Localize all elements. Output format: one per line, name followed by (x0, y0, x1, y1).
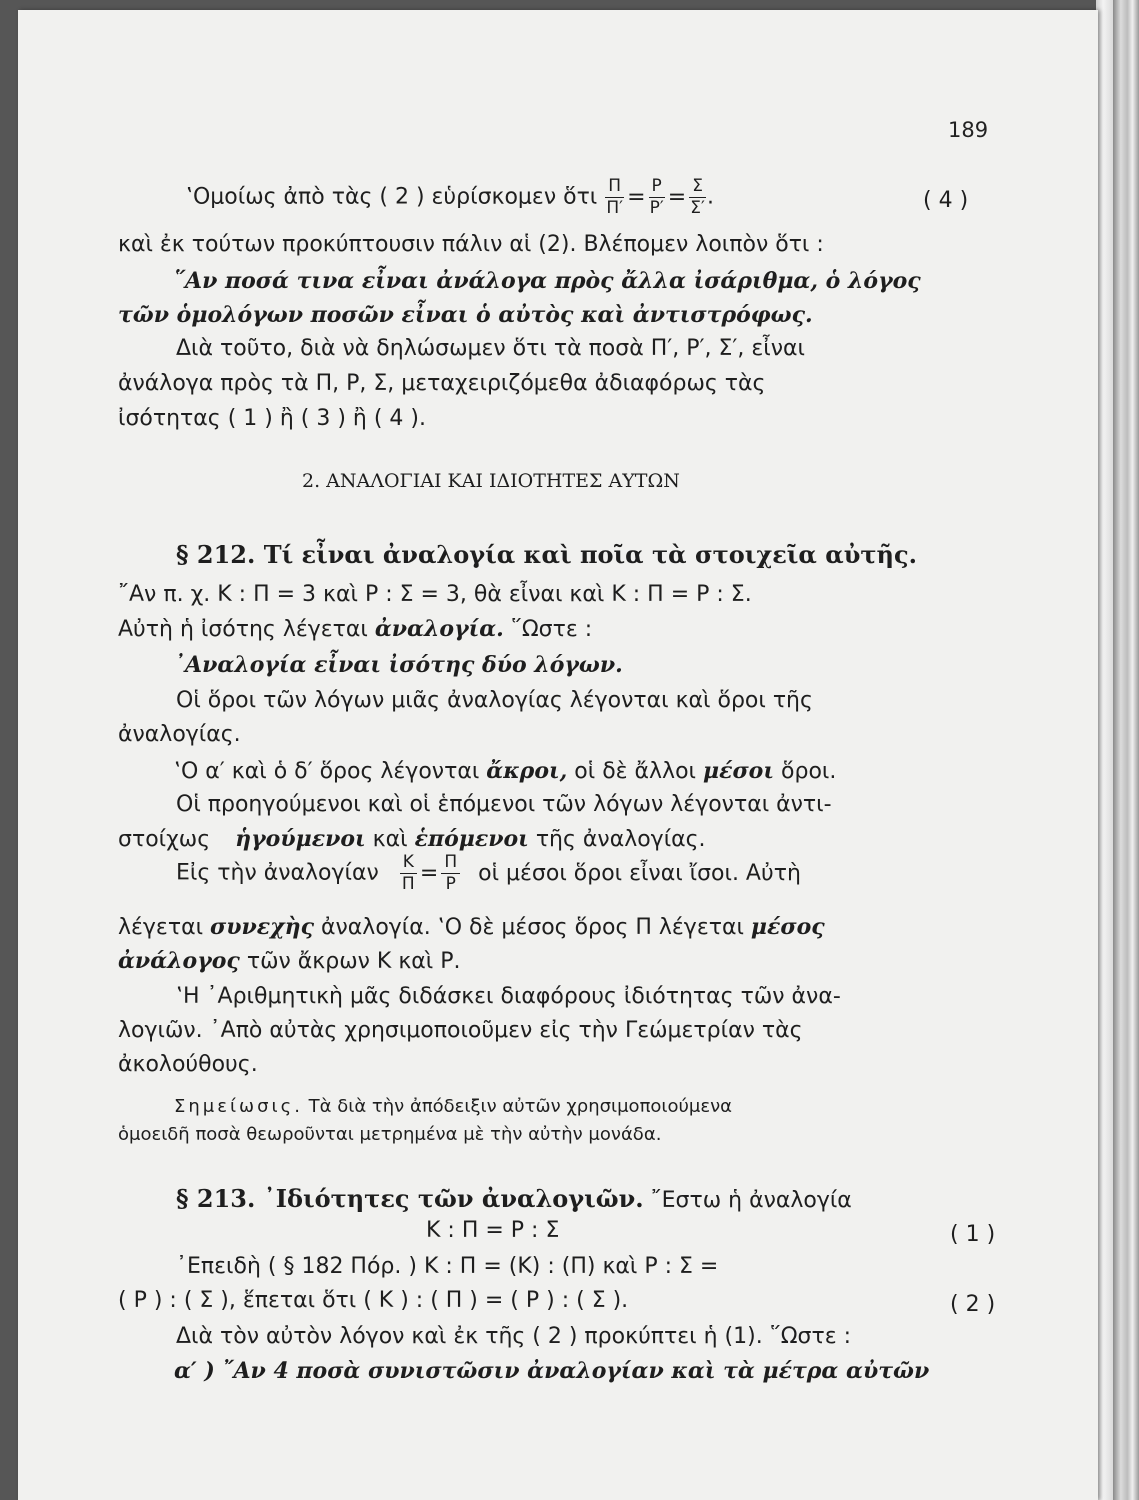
continued-3-b: τῶν ἄκρων Κ καὶ Ρ. (246, 949, 461, 974)
analogy-definition: ᾿Αναλογία εἶναι ἰσότης δύο λόγων. (174, 652, 623, 678)
fraction-numerator: Σ (689, 178, 706, 198)
equation-label-2: ( 2 ) (950, 1292, 996, 1317)
intro-line-1 (186, 178, 714, 217)
term-synechis: συνεχὴς (210, 914, 314, 940)
arithmetic-line-2: λογιῶν. ᾿Απὸ αὐτὰς χρησιμοποιοῦμεν εἰς τὴν Γεώμετρίαν τὰς (118, 1018, 803, 1043)
note-line-1 (174, 1096, 732, 1117)
fraction-denominator: Π′ (606, 198, 623, 218)
note-line-2: ὁμοειδῆ ποσὰ θεωροῦνται μετρημένα μὲ τὴν αὐτὴν μονάδα. (118, 1124, 662, 1145)
fraction-rho (649, 178, 665, 217)
s212-heading: § 212. Τί εἶναι ἀναλογία καὶ ποῖα τὰ στοιχεῖα αὐτῆς. (176, 540, 917, 569)
extremes-line-c: οἱ δὲ ἄλλοι (574, 759, 696, 784)
note-label: Σημείωσις. (174, 1096, 303, 1117)
s213-heading: § 213. ᾿Ιδιότητες τῶν ἀναλογιῶν. (176, 1184, 644, 1213)
extremes-line-a: ‛Ο α′ καὶ ὁ δ′ ὅρος λέγονται (174, 759, 480, 784)
equation-label-4: ( 4 ) (923, 188, 969, 213)
fraction-denominator: Ρ (445, 874, 456, 894)
s213-line-3: ( Ρ ) : ( Σ ), ἕπεται ὅτι ( Κ ) : ( Π ) = ( Ρ ) : ( Σ ). (118, 1288, 629, 1313)
term-mesoi: μέσοι (702, 758, 775, 784)
fraction-numerator: Ρ (649, 178, 665, 198)
para-2-line-1: Διὰ τοῦτο, διὰ νὰ δηλώσωμεν ὅτι τὰ ποσὰ Π′, Ρ′, Σ′, εἶναι (176, 336, 805, 361)
para-2-line-3: ἰσότητας ( 1 ) ἢ ( 3 ) ἢ ( 4 ). (118, 406, 426, 431)
book-page-stack (1096, 0, 1114, 1500)
continued-line-a: Εἰς τὴν ἀναλογίαν (176, 860, 379, 886)
arithmetic-line-1: ‛Η ᾿Αριθμητικὴ μᾶς διδάσκει διαφόρους ἰδιότητας τῶν ἀνα- (176, 984, 841, 1009)
intro-line-1-text: ‛Ομοίως ἀπὸ τὰς ( 2 ) εὑρίσκομεν ὅτι (186, 184, 598, 210)
antecedents-line-2-a: στοίχως (118, 827, 211, 852)
s213-line-4: Διὰ τὸν αὐτὸν λόγον καὶ ἐκ τῆς ( 2 ) προκύπτει ἡ (1). ῞Ωστε : (176, 1324, 851, 1349)
antecedents-line-2-c: καὶ (372, 827, 408, 852)
fraction-pi (605, 178, 624, 217)
fraction-sigma (689, 178, 706, 217)
s213-heading-tail: ῎Εστω ἡ ἀναλογία (650, 1188, 852, 1213)
book-edge (1113, 0, 1139, 1500)
continued-2-c: ἀναλογία. ‛Ο δὲ μέσος ὅρος Π λέγεται (321, 915, 744, 940)
antecedents-line-2 (118, 826, 706, 852)
continued-line-b: οἱ μέσοι ὅροι εἶναι ἴσοι. Αὐτὴ (478, 860, 801, 886)
fraction-k-over-pi (400, 854, 417, 893)
term-hegoumenoi: ἡγούμενοι (235, 826, 366, 852)
term-akroi: ἄκροι, (486, 758, 568, 784)
s213-line-5: α′ ) ῎Αν 4 ποσὰ συνιστῶσιν ἀναλογίαν καὶ τὰ μέτρα αὐτῶν (174, 1358, 930, 1384)
continued-proportion-line-3 (118, 948, 461, 974)
fraction-denominator: Ρ′ (649, 198, 664, 218)
fraction-denominator: Π (401, 874, 415, 894)
term-analogos: ἀνάλογος (118, 948, 240, 974)
fraction-numerator: Π (605, 178, 624, 198)
section-heading: 2. ΑΝΑΛΟΓΙΑΙ ΚΑΙ ΙΔΙΟΤΗΤΕΣ ΑΥΤΩΝ (302, 470, 680, 492)
s213-heading-line (176, 1184, 852, 1213)
equation-label-1: ( 1 ) (950, 1222, 996, 1247)
s212-para-line-1: Οἱ ὅροι τῶν λόγων μιᾶς ἀναλογίας λέγονται καὶ ὅροι τῆς (176, 688, 813, 713)
term-mesos: μέσος (750, 914, 825, 940)
fraction-numerator: Π (441, 854, 460, 874)
antecedents-line-2-e: τῆς ἀναλογίας. (535, 827, 706, 852)
para-2-line-2: ἀνάλογα πρὸς τὰ Π, Ρ, Σ, μεταχειριζόμεθα ἀδιαφόρως τὰς (118, 371, 766, 396)
equals-sign: = (419, 861, 439, 886)
term-analogia: ἀναλογία. (374, 616, 504, 642)
intro-line-2: καὶ ἐκ τούτων προκύπτουσιν πάλιν αἱ (2). Βλέπομεν λοιπὸν ὅτι : (118, 232, 824, 257)
rule-line-2: τῶν ὁμολόγων ποσῶν εἶναι ὁ αὐτὸς καὶ ἀντιστρόφως. (118, 302, 813, 328)
extremes-line-e: ὅροι. (781, 759, 837, 784)
continued-2-a: λέγεται (118, 915, 204, 940)
rule-line-1: ῞Αν ποσά τινα εἶναι ἀνάλογα πρὸς ἄλλα ἰσάριθμα, ὁ λόγος (174, 268, 921, 294)
arithmetic-line-3: ἀκολούθους. (118, 1052, 258, 1077)
s212-para-line-2: ἀναλογίας. (118, 722, 241, 747)
s212-line-2 (118, 616, 592, 642)
term-epomenoi: ἑπόμενοι (414, 826, 529, 852)
page-number: 189 (948, 118, 989, 142)
equals-sign: = (627, 185, 646, 210)
equals-sign: = (667, 185, 687, 210)
antecedents-line-1: Οἱ προηγούμενοι καὶ οἱ ἑπόμενοι τῶν λόγων λέγονται ἀντι- (176, 792, 832, 817)
note-text-1: Τὰ διὰ τὴν ἀπόδειξιν αὐτῶν χρησιμοποιούμενα (308, 1096, 733, 1117)
s212-line-2-a: Αὐτὴ ἡ ἰσότης λέγεται (118, 617, 368, 642)
continued-proportion-line-2 (118, 914, 825, 940)
extremes-line (174, 758, 836, 784)
s212-line-2-c: ῞Ωστε : (510, 617, 593, 642)
intro-line-1-dot: . (706, 184, 714, 210)
s213-line-2: ᾿Επειδὴ ( § 182 Πόρ. ) Κ : Π = (Κ) : (Π) καὶ Ρ : Σ = (176, 1254, 719, 1279)
fraction-denominator: Σ′ (690, 198, 705, 218)
s213-equation-1: Κ : Π = Ρ : Σ (426, 1218, 560, 1243)
fraction-pi-over-rho (441, 854, 460, 893)
book-page (18, 10, 1098, 1500)
continued-proportion-line-1 (176, 854, 801, 893)
fraction-numerator: Κ (400, 854, 417, 874)
s212-line-1: ῎Αν π. χ. Κ : Π = 3 καὶ Ρ : Σ = 3, θὰ εἶναι καὶ Κ : Π = Ρ : Σ. (118, 582, 752, 607)
